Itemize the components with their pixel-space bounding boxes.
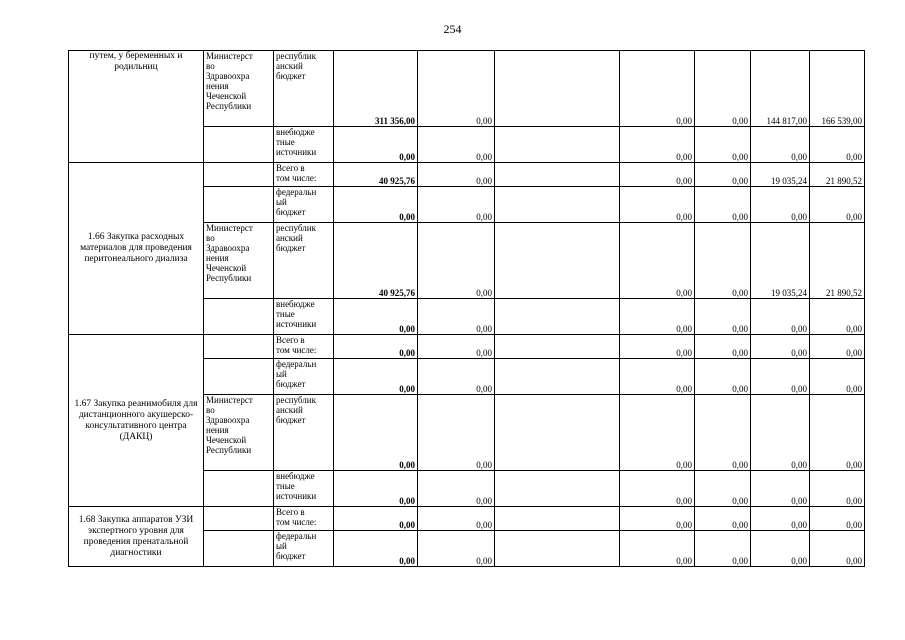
funding-source: республик анский бюджет <box>274 51 334 127</box>
total-value: 0,00 <box>334 127 418 163</box>
year-value: 21 890,52 <box>810 223 865 299</box>
year-value: 0,00 <box>751 335 810 359</box>
table-row <box>69 335 865 359</box>
year-value <box>495 395 620 471</box>
year-value: 0,00 <box>620 395 695 471</box>
year-value: 0,00 <box>751 471 810 507</box>
year-value <box>495 335 620 359</box>
year-value: 0,00 <box>810 531 865 567</box>
funding-source: внебюдже тные источники <box>274 299 334 335</box>
year-value <box>495 187 620 223</box>
year-value: 19 035,24 <box>751 163 810 187</box>
year-value: 0,00 <box>418 51 495 127</box>
funding-source: внебюдже тные источники <box>274 127 334 163</box>
year-value <box>495 127 620 163</box>
year-value: 0,00 <box>695 531 751 567</box>
total-value: 40 925,76 <box>334 223 418 299</box>
year-value: 0,00 <box>751 507 810 531</box>
year-value: 0,00 <box>620 127 695 163</box>
year-value: 0,00 <box>695 395 751 471</box>
funding-source: федеральн ый бюджет <box>274 531 334 567</box>
executor-empty-cell <box>204 335 274 359</box>
year-value: 0,00 <box>810 335 865 359</box>
total-value: 0,00 <box>334 335 418 359</box>
measure-name: путем, у беременных и родильниц <box>69 51 204 163</box>
year-value: 0,00 <box>620 187 695 223</box>
year-value: 0,00 <box>751 359 810 395</box>
total-value: 40 925,76 <box>334 163 418 187</box>
funding-source: федеральн ый бюджет <box>274 187 334 223</box>
year-value: 0,00 <box>418 163 495 187</box>
year-value: 0,00 <box>418 223 495 299</box>
year-value: 0,00 <box>620 471 695 507</box>
year-value: 0,00 <box>695 223 751 299</box>
year-value: 0,00 <box>695 359 751 395</box>
year-value: 0,00 <box>751 127 810 163</box>
year-value: 0,00 <box>695 127 751 163</box>
total-value: 0,00 <box>334 531 418 567</box>
year-value: 144 817,00 <box>751 51 810 127</box>
year-value: 19 035,24 <box>751 223 810 299</box>
year-value: 0,00 <box>810 395 865 471</box>
year-value: 0,00 <box>810 507 865 531</box>
funding-source: Всего в том числе: <box>274 507 334 531</box>
year-value: 0,00 <box>418 187 495 223</box>
executor-empty-cell <box>204 163 274 187</box>
year-value: 0,00 <box>810 471 865 507</box>
year-value: 0,00 <box>620 163 695 187</box>
year-value: 0,00 <box>418 127 495 163</box>
total-value: 0,00 <box>334 471 418 507</box>
year-value <box>495 299 620 335</box>
year-value: 0,00 <box>810 359 865 395</box>
year-value: 0,00 <box>418 471 495 507</box>
year-value: 0,00 <box>695 471 751 507</box>
year-value: 0,00 <box>695 187 751 223</box>
measure-name: 1.66 Закупка расходных материалов для проведения перитонеального диализа <box>69 163 204 335</box>
table-body <box>69 51 865 567</box>
year-value: 0,00 <box>620 223 695 299</box>
executor-cell: Министерст во Здравоохра нения Чеченской Республики <box>204 51 274 127</box>
year-value: 0,00 <box>751 187 810 223</box>
year-value: 0,00 <box>418 507 495 531</box>
year-value: 0,00 <box>751 395 810 471</box>
funding-source: внебюдже тные источники <box>274 471 334 507</box>
year-value: 0,00 <box>751 299 810 335</box>
executor-empty-cell <box>204 507 274 531</box>
year-value: 166 539,00 <box>810 51 865 127</box>
year-value: 0,00 <box>810 299 865 335</box>
year-value <box>495 531 620 567</box>
year-value: 0,00 <box>418 531 495 567</box>
year-value: 0,00 <box>751 531 810 567</box>
year-value <box>495 51 620 127</box>
executor-empty-cell <box>204 299 274 335</box>
year-value <box>495 223 620 299</box>
executor-empty-cell <box>204 531 274 567</box>
year-value: 0,00 <box>418 359 495 395</box>
table-row <box>69 51 865 127</box>
total-value: 0,00 <box>334 507 418 531</box>
year-value <box>495 471 620 507</box>
table-row <box>69 507 865 531</box>
total-value: 0,00 <box>334 299 418 335</box>
year-value: 0,00 <box>620 507 695 531</box>
year-value: 0,00 <box>418 299 495 335</box>
executor-cell: Министерст во Здравоохра нения Чеченской Республики <box>204 223 274 299</box>
executor-empty-cell <box>204 187 274 223</box>
year-value: 0,00 <box>695 51 751 127</box>
funding-source: Всего в том числе: <box>274 163 334 187</box>
table-row <box>69 163 865 187</box>
total-value: 311 356,00 <box>334 51 418 127</box>
year-value: 0,00 <box>810 127 865 163</box>
year-value <box>495 163 620 187</box>
year-value: 0,00 <box>695 299 751 335</box>
year-value: 0,00 <box>620 531 695 567</box>
year-value: 0,00 <box>418 335 495 359</box>
year-value: 0,00 <box>620 359 695 395</box>
executor-empty-cell <box>204 471 274 507</box>
funding-source: Всего в том числе: <box>274 335 334 359</box>
budget-table <box>68 50 865 567</box>
year-value: 0,00 <box>695 335 751 359</box>
year-value: 0,00 <box>695 507 751 531</box>
year-value: 0,00 <box>620 299 695 335</box>
measure-name: 1.67 Закупка реанимобиля для дистанционного акушерско-консультативного центра (ДАКЦ) <box>69 335 204 507</box>
year-value: 0,00 <box>695 163 751 187</box>
year-value: 0,00 <box>620 335 695 359</box>
year-value: 0,00 <box>418 395 495 471</box>
year-value: 21 890,52 <box>810 163 865 187</box>
total-value: 0,00 <box>334 187 418 223</box>
executor-empty-cell <box>204 127 274 163</box>
funding-source: федеральн ый бюджет <box>274 359 334 395</box>
year-value: 0,00 <box>810 187 865 223</box>
executor-empty-cell <box>204 359 274 395</box>
year-value <box>495 359 620 395</box>
year-value: 0,00 <box>620 51 695 127</box>
executor-cell: Министерст во Здравоохра нения Чеченской Республики <box>204 395 274 471</box>
page-number: 254 <box>443 22 462 36</box>
total-value: 0,00 <box>334 359 418 395</box>
funding-source: республик анский бюджет <box>274 395 334 471</box>
funding-source: республик анский бюджет <box>274 223 334 299</box>
measure-name: 1.68 Закупка аппаратов УЗИ экспертного уровня для проведения пренатальной диагностики <box>69 507 204 567</box>
total-value: 0,00 <box>334 395 418 471</box>
year-value <box>495 507 620 531</box>
